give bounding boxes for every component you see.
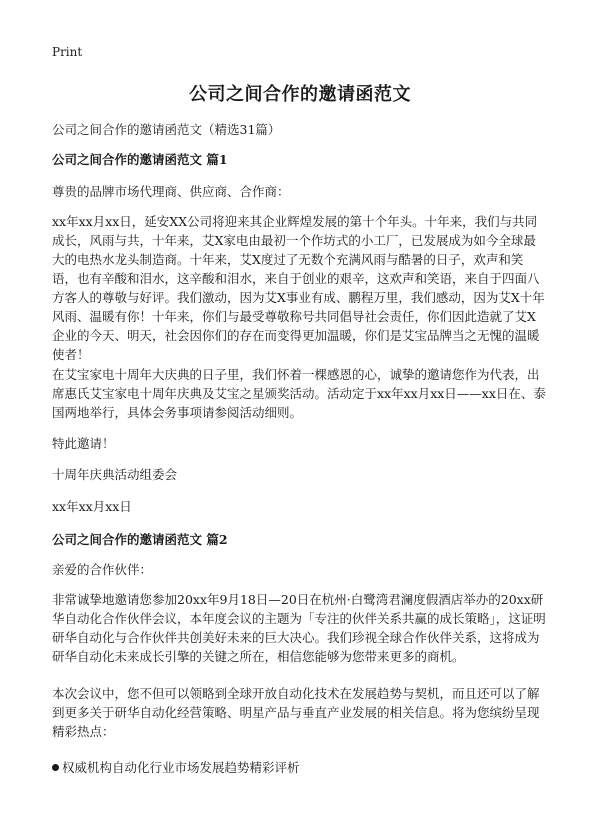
section1-paragraph-2: 在艾宝家电十周年大庆典的日子里，我们怀着一棵感恩的心，诚挚的邀请您作为代表，出席惠氏艾宝家电十周年庆典及艾宝之星颁奖活动。活动定于xx年xx月xx日——xx日在、泰国两地举行，具体会务事项请参阅活动细则。 xyxy=(52,367,546,420)
section2-paragraph-2: 本次会议中，您不但可以领略到全球开放自动化技术在发展趋势与契机，而且还可以了解到更多关于研华自动化经营策略、明星产品与垂直产业发展的相关信息。将为您缤纷呈现精彩热点： xyxy=(52,686,540,739)
document-subtitle: 公司之间合作的邀请函范文（精选31篇） xyxy=(52,122,281,137)
bullet-icon xyxy=(52,764,59,771)
section2-bullet-item xyxy=(52,758,547,777)
bullet-text: 权威机构自动化行业市场发展趋势精彩评析 xyxy=(62,760,300,775)
section1-special-note: 特此邀请！ xyxy=(52,436,115,451)
section-heading-1: 公司之间合作的邀请函范文 篇1 xyxy=(52,152,228,167)
print-label: Print xyxy=(52,45,83,59)
section1-paragraph-1: xx年xx月xx日，延安XX公司将迎来其企业辉煌发展的第十个年头。十年来，我们与共同成长，风雨与共，十年来，艾X家电由最初一个作坊式的小工厂，已发展成为如今全球最大的电热水龙头制造商。十年来，艾X度过了无数个充满风雨与酷暑的日子，欢声和笑语，也有辛酸和泪水，这辛酸和泪水，来自于创业的艰辛，这欢声和笑语，来自于四面八方客人的尊敬与好评。我们激动，因为艾X事业有成、鹏程万里，我们感动，因为艾X十年风雨、温暖有你！十年来，你们与最受尊敬称号共同倡导社会责任，你们因此造就了艾X企业的今天、明天，社会因你们的存在而变得更加温暖，你们是艾宝品牌当之无愧的温暖使者！ xyxy=(52,214,545,362)
section1-greeting: 尊贵的品牌市场代理商、供应商、合作商： xyxy=(52,184,290,199)
section-heading-2: 公司之间合作的邀请函范文 篇2 xyxy=(52,532,228,547)
section1-signature: 十周年庆典活动组委会 xyxy=(52,467,178,482)
section2-paragraph-1: 非常诚挚地邀请您参加20xx年9月18日—20日在杭州·白鹭湾君澜度假酒店举办的20xx研华自动化合作伙伴会议，本年度会议的主题为「专注的伙伴关系共赢的成长策略」，这证明研华自动化与合作伙伴共创美好未来的巨大决心。我们珍视全球合作伙伴关系，这将成为研华自动化未来成长引擎的关键之所在，相信您能够为您带来更多的商机。 xyxy=(52,592,546,664)
page-title: 公司之间合作的邀请函范文 xyxy=(189,84,411,105)
section2-greeting: 亲爱的合作伙伴： xyxy=(52,562,153,577)
section1-date: xx年xx月xx日 xyxy=(52,499,132,514)
